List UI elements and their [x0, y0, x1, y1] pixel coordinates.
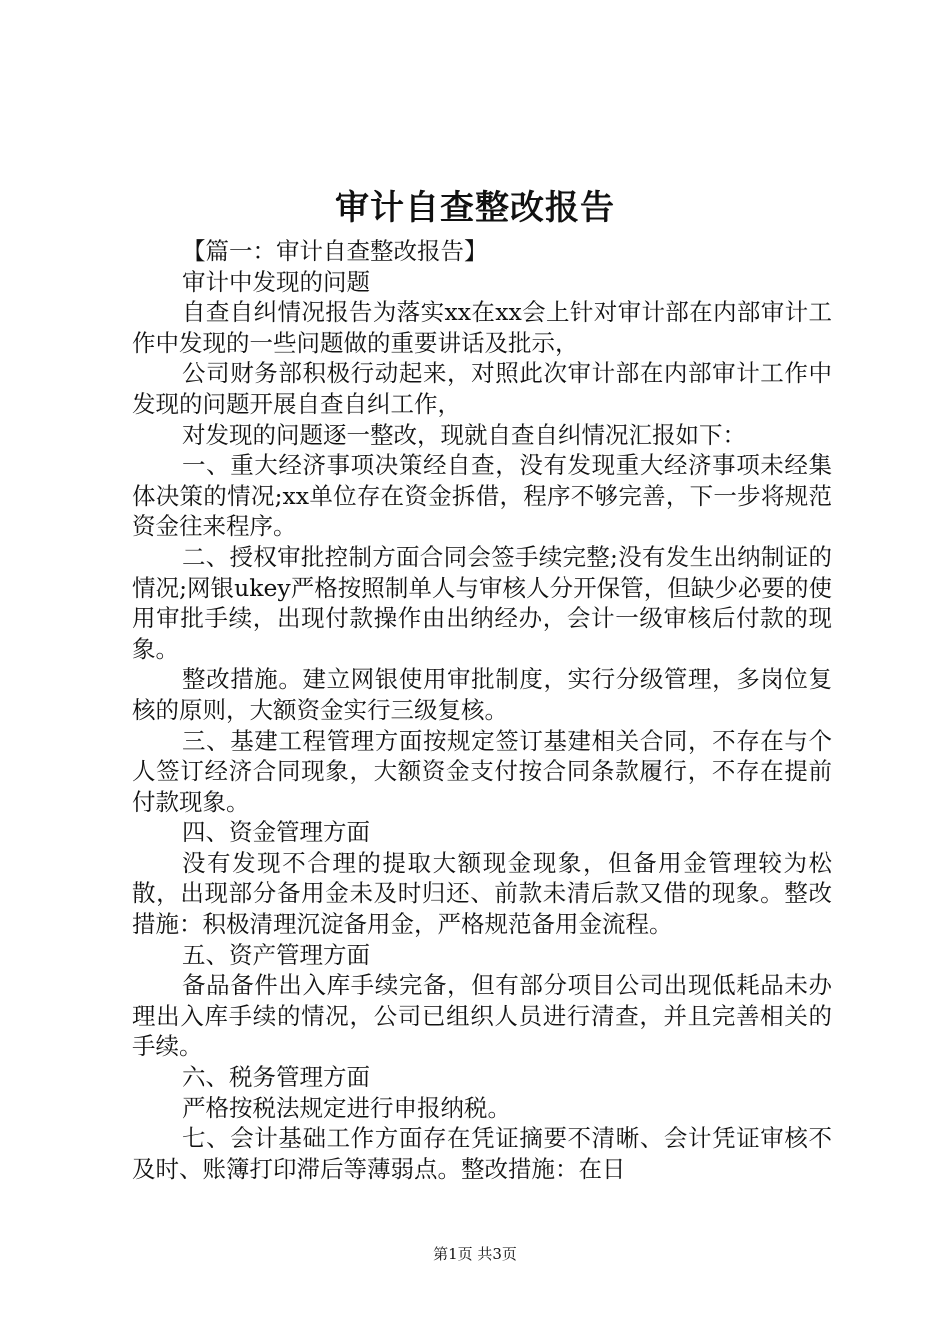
paragraph: 整改措施。建立网银使用审批制度，实行分级管理，多岗位复核的原则，大额资金实行三级复核。 — [132, 665, 832, 724]
paragraph: 对发现的问题逐一整改，现就自查自纠情况汇报如下： — [182, 420, 746, 449]
paragraph: 七、会计基础工作方面存在凭证摘要不清晰、会计凭证审核不及时、账簿打印滞后等薄弱点。整改措施：在日 — [132, 1124, 832, 1183]
paragraph: 四、资金管理方面 — [182, 818, 370, 847]
paragraph: 公司财务部积极行动起来，对照此次审计部在内部审计工作中发现的问题开展自查自纠工作， — [132, 359, 832, 418]
paragraph: 三、基建工程管理方面按规定签订基建相关合同，不存在与个人签订经济合同现象，大额资金支付按合同条款履行，不存在提前付款现象。 — [132, 726, 832, 816]
page-footer: 第1页 共3页 — [433, 1245, 517, 1263]
section-heading: 【篇一：审计自查整改报告】 — [182, 237, 488, 265]
document-title: 审计自查整改报告 — [335, 188, 615, 228]
paragraph: 二、授权审批控制方面合同会签手续完整;没有发生出纳制证的情况;网银ukey严格按照制单人与审核人分开保管，但缺少必要的使用审批手续，出现付款操作由出纳经办，会计一级审核后付款的现象。 — [132, 542, 832, 663]
document-body — [132, 236, 832, 1184]
paragraph: 一、重大经济事项决策经自查，没有发现重大经济事项未经集体决策的情况;xx单位存在资金拆借，程序不够完善，下一步将规范资金往来程序。 — [132, 451, 832, 541]
paragraph: 备品备件出入库手续完备，但有部分项目公司出现低耗品未办理出入库手续的情况，公司已组织人员进行清查，并且完善相关的手续。 — [132, 971, 832, 1061]
paragraph: 六、税务管理方面 — [182, 1063, 370, 1092]
paragraph: 自查自纠情况报告为落实xx在xx会上针对审计部在内部审计工作中发现的一些问题做的重要讲话及批示， — [132, 298, 832, 357]
paragraph: 审计中发现的问题 — [182, 267, 370, 296]
paragraph: 五、资产管理方面 — [182, 940, 370, 969]
paragraph: 没有发现不合理的提取大额现金现象，但备用金管理较为松散，出现部分备用金未及时归还、前款未清后款又借的现象。整改措施：积极清理沉淀备用金，严格规范备用金流程。 — [132, 848, 832, 939]
paragraph: 严格按税法规定进行申报纳税。 — [182, 1093, 511, 1122]
